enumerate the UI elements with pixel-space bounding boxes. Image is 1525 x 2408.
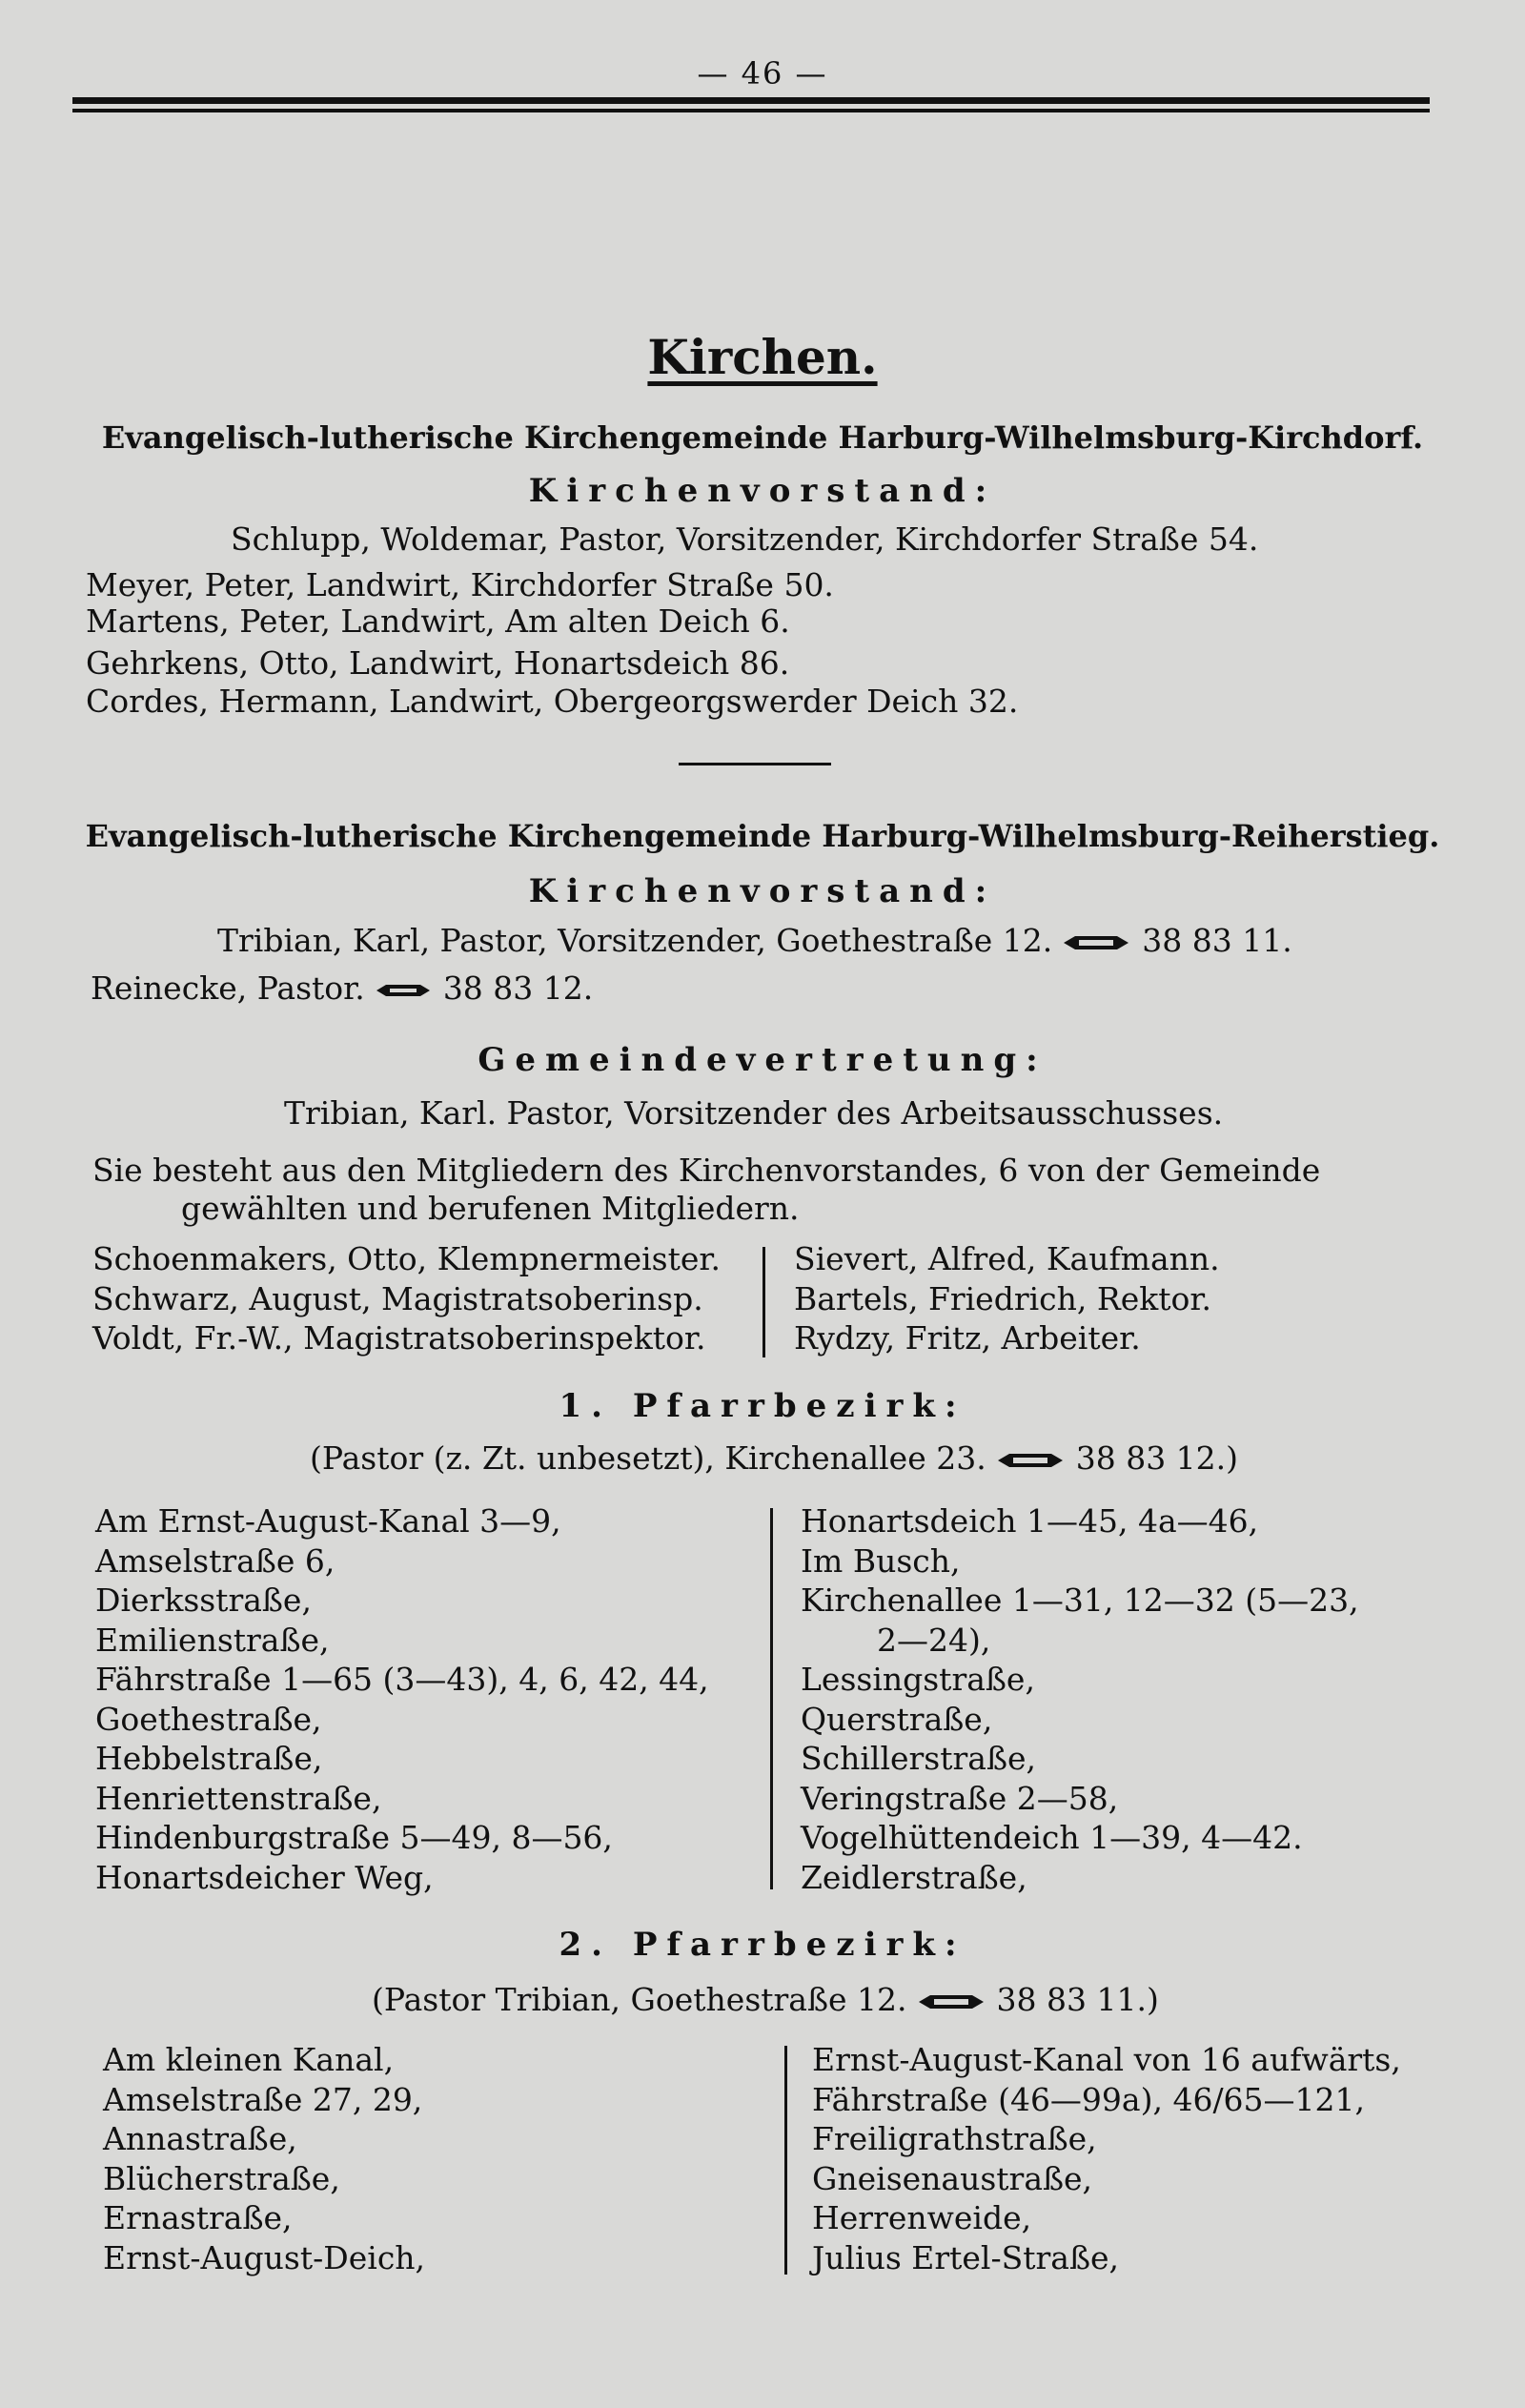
section1-member: Meyer, Peter, Landwirt, Kirchdorfer Straße 50. — [86, 566, 834, 603]
section2-lead-phone: 38 83 11. — [1142, 922, 1292, 959]
district2-info — [372, 1981, 1159, 2018]
member-entry: Bartels, Friedrich, Rektor. — [794, 1279, 1212, 1317]
section1-member: Cordes, Hermann, Landwirt, Obergeorgswerder Deich 32. — [86, 683, 1019, 720]
section1-member: Martens, Peter, Landwirt, Am alten Deich 6. — [86, 602, 790, 640]
street-entry: Ernst-August-Deich, — [103, 2238, 426, 2276]
column-divider — [770, 1508, 773, 1889]
street-entry: Lessingstraße, — [801, 1661, 1035, 1698]
section1-subheading: Kirchenvorstand: — [528, 472, 997, 510]
street-entry: Annastraße, — [103, 2120, 297, 2157]
header-rule-thin — [72, 109, 1430, 112]
district2-streets-left — [103, 2040, 425, 2277]
gemeinde-members-left — [92, 1239, 721, 1358]
section1-heading: Evangelisch-lutherische Kirchengemeinde Harburg-Wilhelmsburg-Kirchdorf. — [101, 419, 1424, 456]
street-entry: Fährstraße 1—65 (3—43), 4, 6, 42, 44, — [95, 1661, 709, 1698]
street-entry: Gneisenaustraße, — [812, 2159, 1093, 2197]
district2-info-phone: 38 83 11.) — [996, 1981, 1159, 2018]
district2-streets-right — [812, 2040, 1401, 2277]
page-title: Kirchen. — [647, 329, 878, 385]
street-entry: Amselstraße 27, 29, — [103, 2080, 423, 2118]
section-divider — [679, 763, 831, 765]
street-entry: Dierksstraße, — [95, 1582, 312, 1619]
section2-lead — [217, 922, 1292, 959]
member-entry: Schwarz, August, Magistratsoberinsp. — [92, 1279, 703, 1317]
member-entry: Sievert, Alfred, Kaufmann. — [794, 1240, 1220, 1277]
section2-subheading: Kirchenvorstand: — [528, 872, 997, 910]
district2-info-text: (Pastor Tribian, Goethestraße 12. — [372, 1981, 907, 2018]
street-entry: Emilienstraße, — [95, 1621, 330, 1659]
street-entry: 2—24), — [877, 1621, 991, 1659]
section2-second-phone: 38 83 12. — [442, 969, 594, 1007]
district1-streets-left — [95, 1501, 709, 1897]
district2-heading: 2. Pfarrbezirk: — [559, 1926, 966, 1964]
member-entry: Rydzy, Fritz, Arbeiter. — [794, 1319, 1141, 1357]
street-entry: Ernastraße, — [103, 2199, 293, 2236]
street-entry: Hebbelstraße, — [95, 1740, 323, 1777]
section2-second-text: Reinecke, Pastor. — [91, 969, 365, 1007]
member-entry: Voldt, Fr.-W., Magistratsoberinspektor. — [92, 1319, 706, 1357]
street-entry: Henriettenstraße, — [95, 1779, 382, 1817]
street-entry: Herrenweide, — [812, 2199, 1032, 2236]
street-entry: Honartsdeicher Weg, — [95, 1858, 434, 1896]
district1-info-phone: 38 83 12.) — [1075, 1439, 1239, 1477]
section1-lead: Schlupp, Woldemar, Pastor, Vorsitzender, Kirchdorfer Straße 54. — [231, 520, 1259, 558]
column-divider — [784, 2046, 787, 2275]
gemeinde-text: gewählten und berufenen Mitgliedern. — [181, 1190, 800, 1227]
gemeinde-text: Sie besteht aus den Mitgliedern des Kirchenvorstandes, 6 von der Gemeinde — [92, 1152, 1321, 1189]
street-entry: Am Ernst-August-Kanal 3—9, — [95, 1502, 561, 1540]
street-entry: Julius Ertel-Straße, — [812, 2238, 1120, 2276]
street-entry: Blücherstraße, — [103, 2159, 340, 2197]
header-rule — [72, 97, 1430, 104]
member-entry: Schoenmakers, Otto, Klempnermeister. — [92, 1240, 722, 1277]
street-entry: Zeidlerstraße, — [801, 1858, 1027, 1896]
telephone-icon — [996, 1450, 1065, 1471]
column-divider — [762, 1247, 765, 1357]
telephone-icon — [375, 981, 432, 1000]
street-entry: Schillerstraße, — [801, 1740, 1037, 1777]
gemeinde-lead: Tribian, Karl. Pastor, Vorsitzender des Arbeitsausschusses. — [284, 1094, 1224, 1132]
street-entry: Honartsdeich 1—45, 4a—46, — [801, 1502, 1259, 1540]
street-entry: Freiligrathstraße, — [812, 2120, 1097, 2157]
district1-info — [310, 1439, 1238, 1477]
street-entry: Kirchenallee 1—31, 12—32 (5—23, — [801, 1582, 1359, 1619]
street-entry: Am kleinen Kanal, — [103, 2041, 395, 2078]
section2-heading: Evangelisch-lutherische Kirchengemeinde Harburg-Wilhelmsburg-Reiherstieg. — [85, 818, 1440, 854]
street-entry: Hindenburgstraße 5—49, 8—56, — [95, 1819, 613, 1856]
street-entry: Amselstraße 6, — [95, 1541, 336, 1580]
street-entry: Fährstraße (46—99a), 46/65—121, — [812, 2080, 1366, 2118]
street-entry: Ernst-August-Kanal von 16 aufwärts, — [812, 2041, 1401, 2078]
section1-member: Gehrkens, Otto, Landwirt, Honartsdeich 86. — [86, 644, 790, 682]
section2-second — [91, 969, 593, 1007]
district1-heading: 1. Pfarrbezirk: — [559, 1387, 966, 1425]
street-entry: Veringstraße 2—58, — [801, 1779, 1119, 1817]
gemeinde-members-right — [794, 1239, 1220, 1358]
street-entry: Goethestraße, — [95, 1700, 322, 1738]
telephone-icon — [917, 1991, 986, 2012]
district1-streets-right — [801, 1501, 1359, 1897]
gemeinde-heading: Gemeindevertretung: — [478, 1041, 1047, 1079]
street-entry: Im Busch, — [801, 1541, 961, 1580]
section2-lead-text: Tribian, Karl, Pastor, Vorsitzender, Goethestraße 12. — [217, 922, 1053, 959]
street-entry: Vogelhüttendeich 1—39, 4—42. — [801, 1819, 1303, 1856]
district1-info-text: (Pastor (z. Zt. unbesetzt), Kirchenallee 23. — [310, 1439, 986, 1477]
page-number: — 46 — — [697, 55, 828, 92]
telephone-icon — [1062, 932, 1130, 953]
street-entry: Querstraße, — [801, 1700, 993, 1738]
